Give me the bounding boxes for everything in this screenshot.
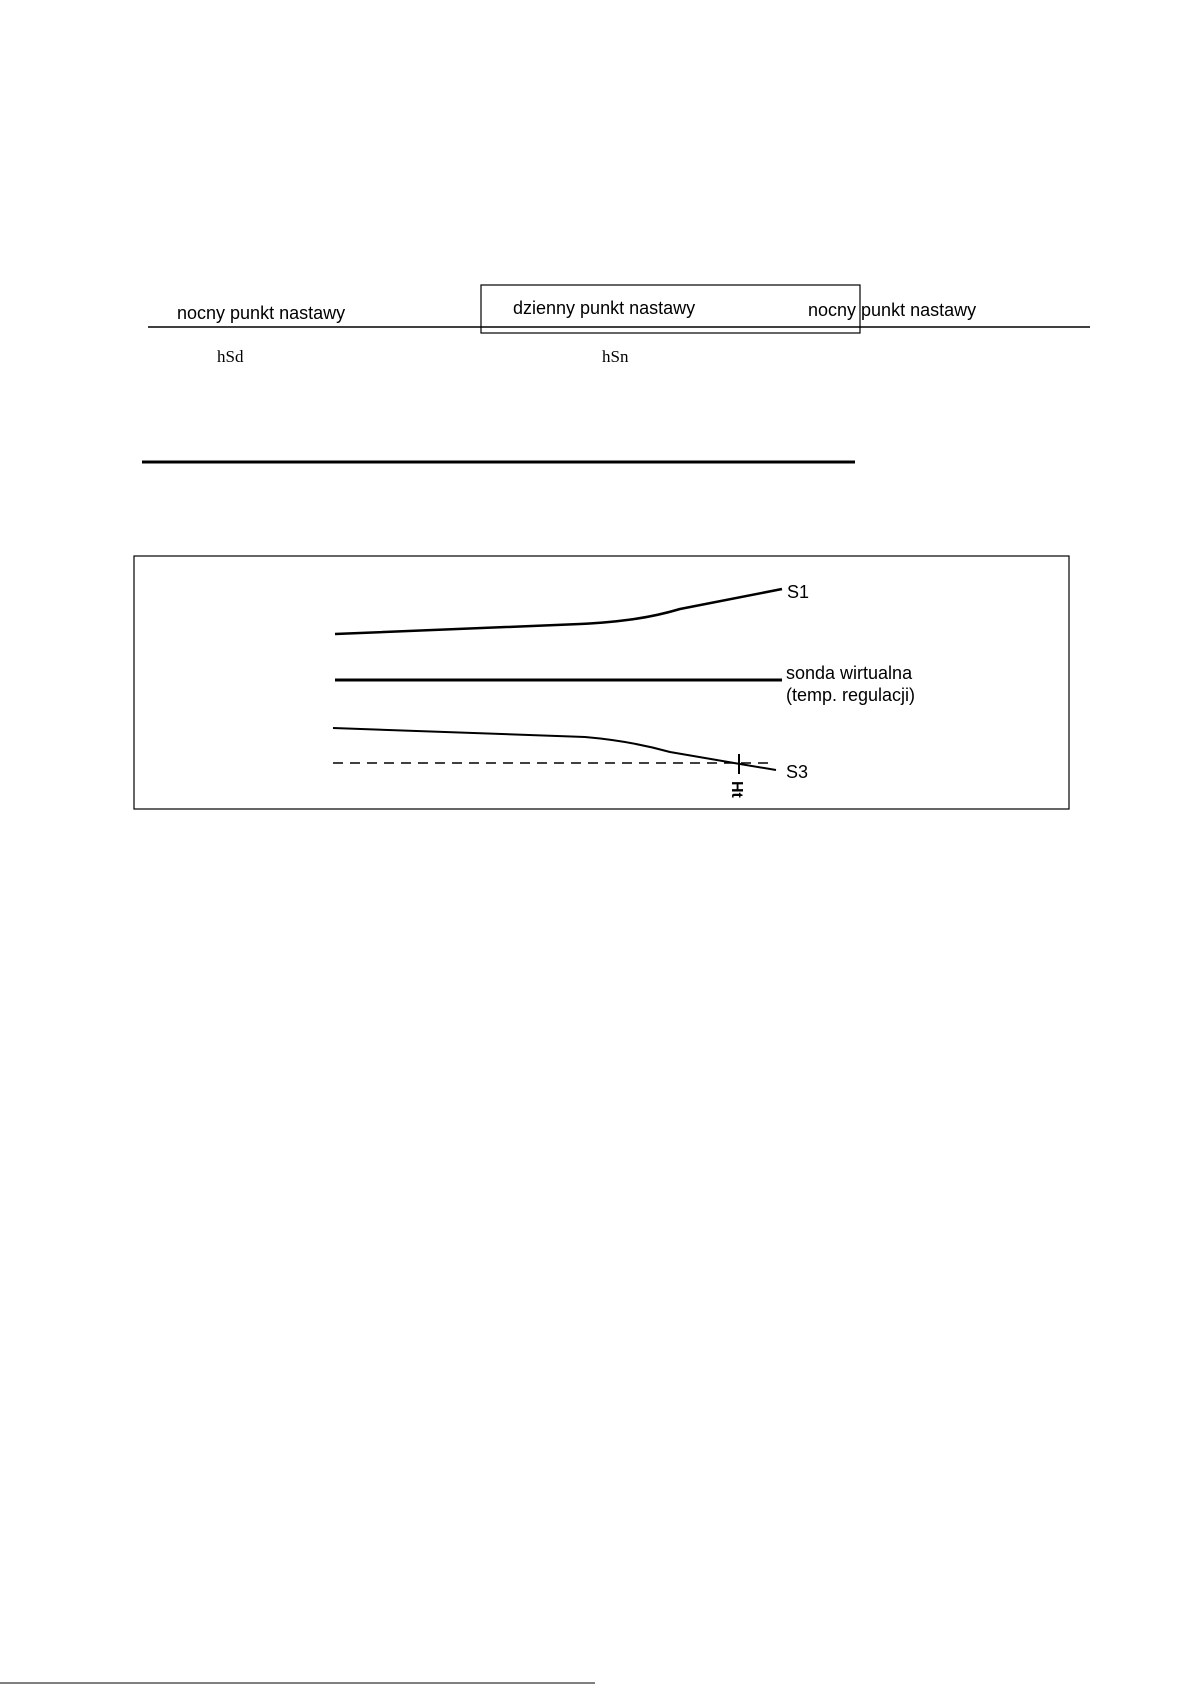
night-setpoint-left-label: nocny punkt nastawy bbox=[177, 303, 346, 323]
probe-s1-label: S1 bbox=[787, 582, 810, 602]
marker-day-start-label: hSd bbox=[217, 347, 244, 366]
probes-diagram bbox=[134, 556, 1069, 809]
probe-s3-label: S3 bbox=[786, 762, 809, 782]
night-setpoint-right-label: nocny punkt nastawy bbox=[808, 300, 977, 320]
virtual-probe-label-line2: (temp. regulacji) bbox=[786, 685, 916, 705]
threshold-label: Ht bbox=[728, 781, 745, 798]
marker-night-start-label: hSn bbox=[602, 347, 629, 366]
probe-s1-curve bbox=[335, 589, 782, 634]
day-setpoint-label: dzienny punkt nastawy bbox=[513, 298, 696, 318]
setpoint-timeline bbox=[148, 285, 1090, 366]
probes-diagram-frame bbox=[134, 556, 1069, 809]
virtual-probe-label-line1: sonda wirtualna bbox=[786, 663, 913, 683]
